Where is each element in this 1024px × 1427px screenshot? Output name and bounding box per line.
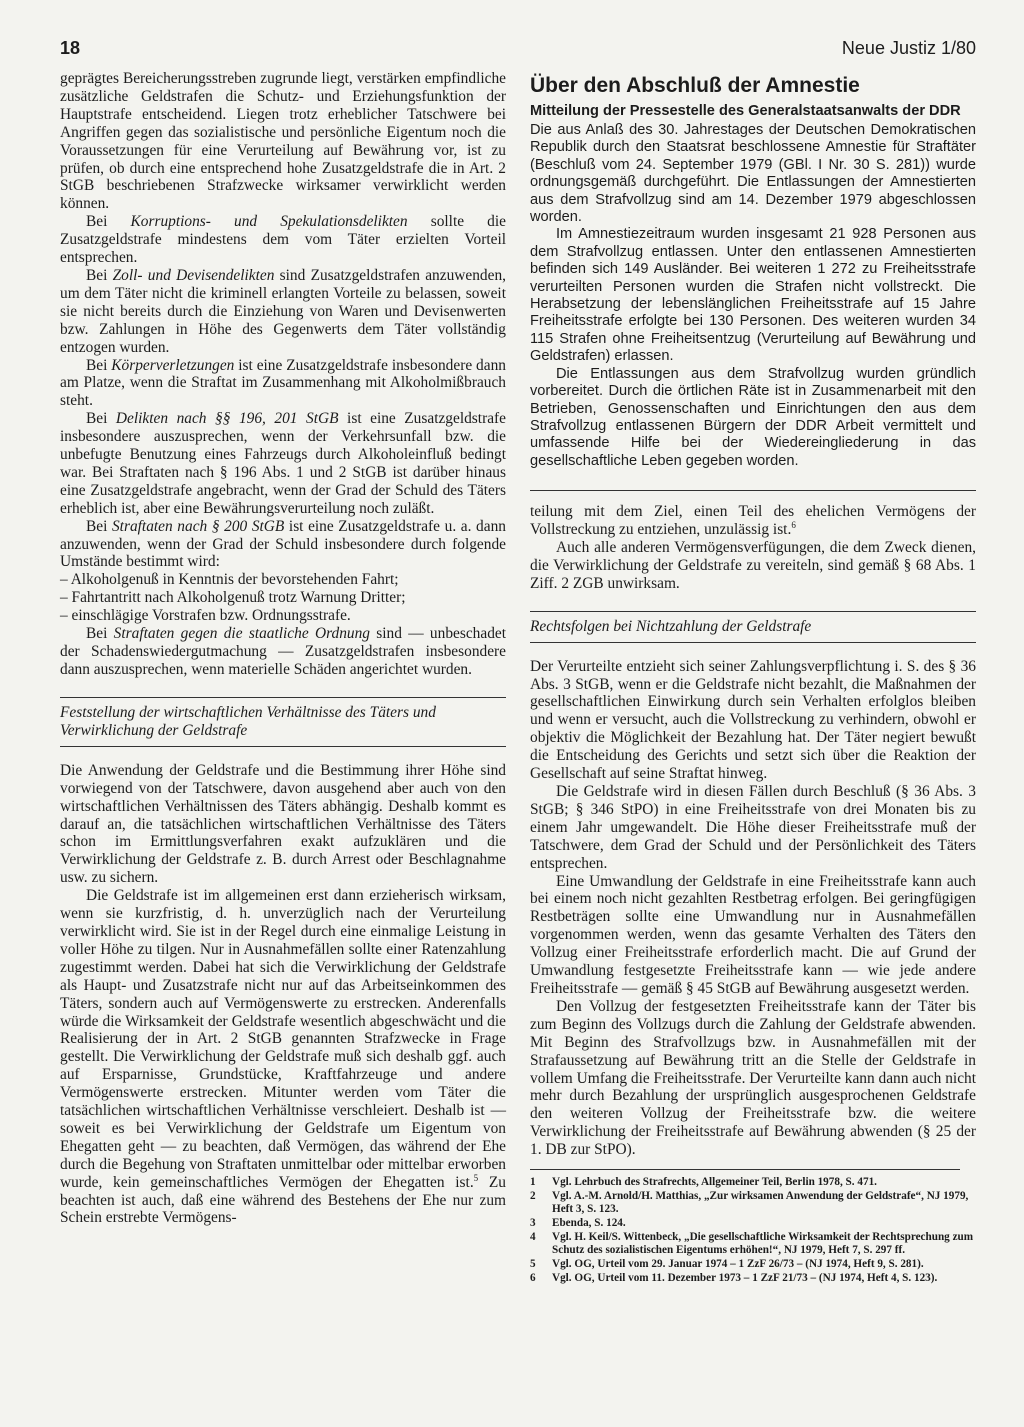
paragraph: Die Anwendung der Geldstrafe und die Bestimmung ihrer Höhe sind vorwiegend von der Tatschwere, davon ausgehend aber auch von den wirtschaftlichen Verhältnissen des Täters abhängig. Deshalb kommt es darauf an, die tatsächlichen wirtschaftlichen Verhältnisse des Täters schon im Ermittlungsverfahren exakt aufzuklären und die Verwirklichung der Geldstrafe z. B. durch Arrest oder Beschlagnahme usw. zu sichern. (60, 761, 506, 887)
footnote: 2 Vgl. A.-M. Arnold/H. Matthias, „Zur wirksamen Anwendung der Geldstrafe“, NJ 1979, Heft 3, S. 123. (530, 1190, 969, 1216)
paragraph: Bei Korruptions- und Spekulationsdelikten sollte die Zusatzgeldstrafe mindestens dem vom Täter erzielten Vorteil entsprechen. (60, 213, 506, 267)
paragraph: Bei Straftaten gegen die staatliche Ordnung sind — unbeschadet der Schadenswiedergutmachung — Zusatzgeldstrafen insbesondere dann auszusprechen, wenn materielle Schäden angerichtet wurden. (60, 625, 506, 678)
paragraph: Eine Umwandlung der Geldstrafe in eine Freiheitsstrafe kann auch bei einem noch nicht gezahlten Restbetrag erfolgen. Bei geringfügigen Restbeträgen sollte eine Umwandlung nur in Ausnahmefällen vorgenommen werden, wenn das gesamte Verhalten des Täters den Vollzug einer Freiheitsstrafe erforderlich macht. Die auf Grund der Umwandlung festgesetzte Freiheitsstrafe kann — wie jede andere Freiheitsstrafe — gemäß § 45 StGB auf Bewährung ausgesetzt werden. (530, 872, 976, 997)
paragraph: Die Geldstrafe wird in diesen Fällen durch Beschluß (§ 36 Abs. 3 StGB; § 346 StPO) in eine Freiheitsstrafe von drei Monaten bis zu einem Jahr umgewandelt. Die Höhe dieser Freiheitsstrafe muß der Tatschwere, dem Grad der Schuld und der Persönlichkeit des Täters entsprechen. (530, 783, 976, 872)
article-subtitle: Mitteilung der Pressestelle des Generalstaatsanwalts der DDR (530, 103, 961, 119)
section (530, 611, 976, 1159)
list-item: – Fahrtantritt nach Alkoholgenuß trotz Warnung Dritter; (60, 589, 406, 607)
paragraph: Die Geldstrafe ist im allgemeinen erst dann erzieherisch wirksam, wenn sie kurzfristig, d. h. unverzüglich nach der Verurteilung verwirklicht wird. Sie ist in der Regel durch eine einmalige Leistung in voller Höhe zu tilgen. Nur in Ausnahmefällen sollte einer Ratenzahlung zugestimmt werden. Dabei hat sich die Verwirklichung der Geldstrafe als Haupt- und Zusatzstrafe nicht nur auf das Arbeitseinkommen des Täters, sondern auch auf Vermögenswerte zu erstrecken. Anderenfalls würde die Wirksamkeit der Geldstrafe wesentlich abgeschwächt und die Realisierung der in Art. 2 StGB genannten Strafzwecke in Frage gestellt. Die Verwirklichung der Geldstrafe muß sich deshalb ggf. auch auf Ersparnisse, Grundstücke, Kraftfahrzeuge und andere Vermögenswerte erstrecken. Mitunter werden vom Täter die tatsächlichen wirtschaftlichen Verhältnisse verschleiert. Deshalb ist — soweit es bei Verwirklichung der Geldstrafe um Eigentum von Ehegatten geht — zu beachten, daß Vermögen, das während der Ehe durch die Begehung von Straftaten unmittelbar oder mittelbar erworben wurde, kein gemeinschaftliches Vermögen der Ehegatten ist.$^5$ Zu beachten ist auch, daß eine während des Bestehens der Ehe nur zum Schein erstrebte Vermögens- (60, 887, 506, 1227)
section-heading: Rechtsfolgen bei Nichtzahlung der Geldstrafe (530, 618, 976, 643)
list-item: – einschlägige Vorstrafen bzw. Ordnungsstrafe. (60, 607, 351, 625)
paragraph: Der Verurteilte entzieht sich seiner Zahlungsverpflichtung i. S. des § 36 Abs. 3 StGB, wenn er die Geldstrafe nicht bezahlt, die Maßnahmen der gesellschaftlichen Einwirkung durch sein Verhalten erfolglos bleiben und wenn er versucht, auch die Vollstreckung zu verhindern, obwohl er objektiv die Möglichkeit der Bezahlung hat. Der Täter negiert bewußt die Entscheidung des Gerichts und setzt sich über die Reaktion der Gesellschaft auf seine Straftat hinweg. (530, 657, 976, 783)
page-number: 18 (60, 38, 81, 58)
footnote: 3 Ebenda, S. 124. (530, 1217, 626, 1230)
emphasis: Zoll- und Devisendelikten (112, 266, 275, 284)
footnote-divider (530, 1169, 960, 1170)
paragraph: teilung mit dem Ziel, einen Teil des ehelichen Vermögens der Vollstreckung zu entziehen, unzulässig ist.$^6$ (530, 503, 976, 539)
right-column (530, 70, 976, 1286)
paragraph: Bei Straftaten nach § 200 StGB ist eine Zusatzgeldstrafe u. a. dann anzuwenden, wenn der Grad der Schuld insbesondere durch folgende Umstände bestimmt wird: (60, 517, 506, 571)
footnotes (530, 1176, 976, 1285)
news-box (530, 74, 976, 491)
list-item: – Alkoholgenuß in Kenntnis der bevorstehenden Fahrt; (60, 571, 399, 589)
footnote: 6 Vgl. OG, Urteil vom 11. Dezember 1973 – 1 ZzF 21/73 – (NJ 1974, Heft 4, S. 123). (530, 1272, 938, 1285)
page-header (60, 38, 976, 64)
paragraph: Die Entlassungen aus dem Strafvollzug wurden gründlich vorbereitet. Durch die örtlichen Räte ist in Zusammenarbeit mit den Betrieben, Genossenschaften und Einrichtungen den aus dem Strafvollzug entlassenen Bürgern der DDR Arbeit vermittelt und umfassende Hilfe bei der Wiedereingliederung in das gesellschaftliche Leben gegeben worden. (530, 365, 976, 469)
footnote: 5 Vgl. OG, Urteil vom 29. Januar 1974 – 1 ZzF 26/73 – (NJ 1974, Heft 9, S. 281). (530, 1258, 924, 1271)
paragraph: Bei Zoll- und Devisendelikten sind Zusatzgeldstrafen anzuwenden, um dem Täter nicht die kriminell erlangten Vorteile zu belassen, soweit sie nicht bereits durch die Einziehung von Waren und Devisenwerten bzw. Zahlungen in Höhe des Gegenwerts dem Täter vollständig entzogen wurden. (60, 266, 506, 356)
footnote: 4 Vgl. H. Keil/S. Wittenbeck, „Die gesellschaftliche Wirksamkeit der Rechtsprechung zum Schutz des sozialistischen Eigentums erhöhen!“, NJ 1979, Heft 7, S. 297 ff. (530, 1231, 974, 1257)
journal-issue: Neue Justiz 1/80 (841, 38, 976, 58)
paragraph: Bei Delikten nach §§ 196, 201 StGB ist eine Zusatzgeldstrafe insbesondere auszusprechen, wenn der Verkehrsunfall bzw. die unbefugte Benutzung eines Fahrzeugs durch Alkoholeinfluß bedingt war. Bei Straftaten nach § 196 Abs. 1 und 2 StGB ist darüber hinaus eine Zusatzgeldstrafe angebracht, wenn der Grad der Schuld des Täters erheblich ist, aber eine Bewährungsverurteilung noch zuläßt. (60, 410, 506, 517)
footnote: 1 Vgl. Lehrbuch des Strafrechts, Allgemeiner Teil, Berlin 1978, S. 471. (530, 1176, 877, 1189)
footnote-ref: 5 (473, 1172, 479, 1183)
emphasis: Straftaten nach § 200 StGB (111, 517, 285, 535)
section (60, 697, 506, 1228)
paragraph: Auch alle anderen Vermögensverfügungen, die dem Zweck dienen, die Verwirklichung der Geldstrafe zu vereiteln, sind gemäß § 68 Abs. 1 Ziff. 2 ZGB unwirksam. (530, 538, 976, 592)
section-heading: Feststellung der wirtschaftlichen Verhältnisse des Täters und Verwirklichung der Geldstrafe (60, 704, 506, 747)
emphasis: Delikten nach §§ 196, 201 StGB (115, 410, 339, 428)
paragraph: Im Amnestiezeitraum wurden insgesamt 21 928 Personen aus dem Strafvollzug entlassen. Unter den entlassenen Amnestierten befinden sich 149 Ausländer. Bei weiteren 1 272 zu Freiheitsstrafe verurteilten Personen wurden die Strafen nicht vollstreckt. Die Herabsetzung der lebenslänglichen Freiheitsstrafe auf 15 Jahre Freiheitsstrafe erfolgte bei 130 Personen. Des weiteren wurden 34 115 Strafen ohne Freiheitsentzug (Verurteilung auf Bewährung und Geldstrafen) erlassen. (530, 226, 976, 365)
emphasis: Korruptions- und Spekulationsdelikten (130, 213, 408, 231)
paragraph: Bei Körperverletzungen ist eine Zusatzgeldstrafe insbesondere dann am Platze, wenn die Straftat im Zusammenhang mit Alkoholmißbrauch steht. (60, 356, 506, 410)
emphasis: Straftaten gegen die staatliche Ordnung (113, 625, 370, 643)
article-title: Über den Abschluß der Amnestie (530, 74, 860, 97)
emphasis: Körperverletzungen (111, 356, 235, 374)
paragraph: geprägtes Bereicherungsstreben zugrunde liegt, verstärken empfindliche zusätzliche Geldstrafen die Schutz- und Erziehungsfunktion der Hauptstrafe entscheidend. Liegen trotz erheblicher Tatschwere bei Angriffen gegen das sozialistische und persönliche Eigentum noch die Voraussetzungen für eine Verurteilung auf Bewährung vor, ist zu prüfen, ob durch eine entsprechend hohe Zusatzgeldstrafe die in Art. 2 StGB beschriebenen Strafzwecke wirksamer verwirklicht werden können. (60, 70, 506, 213)
paragraph: Den Vollzug der festgesetzten Freiheitsstrafe kann der Täter bis zum Beginn des Vollzugs durch die Zahlung der Geldstrafe abwenden. Mit Beginn des Strafvollzugs bzw. in Ausnahmefällen mit der Strafaussetzung auf Bewährung tritt an die Stelle der Geldstrafe in vollem Umfang die Freiheitsstrafe. Der Verurteilte kann dann auch nicht mehr durch Bezahlung der ursprünglich ausgesprochenen Geldstrafe den weiteren Vollzug der Freiheitsstrafe bzw. die weitere Verwirklichung der Freiheitsstrafe auf Bewährung abwenden (§ 25 der 1. DB zur StPO). (530, 997, 976, 1159)
left-column (60, 70, 506, 1227)
paragraph: Die aus Anlaß des 30. Jahrestages der Deutschen Demokratischen Republik durch den Staatsrat beschlossene Amnestie für Straftäter (Beschluß vom 24. September 1979 (GBl. I Nr. 30 S. 281)) wurde ordnungsgemäß durchgeführt. Die Entlassungen der Amnestierten aus dem Strafvollzug sind am 14. Dezember 1979 abgeschlossen worden. (530, 122, 976, 226)
footnote-ref: 6 (791, 520, 796, 531)
